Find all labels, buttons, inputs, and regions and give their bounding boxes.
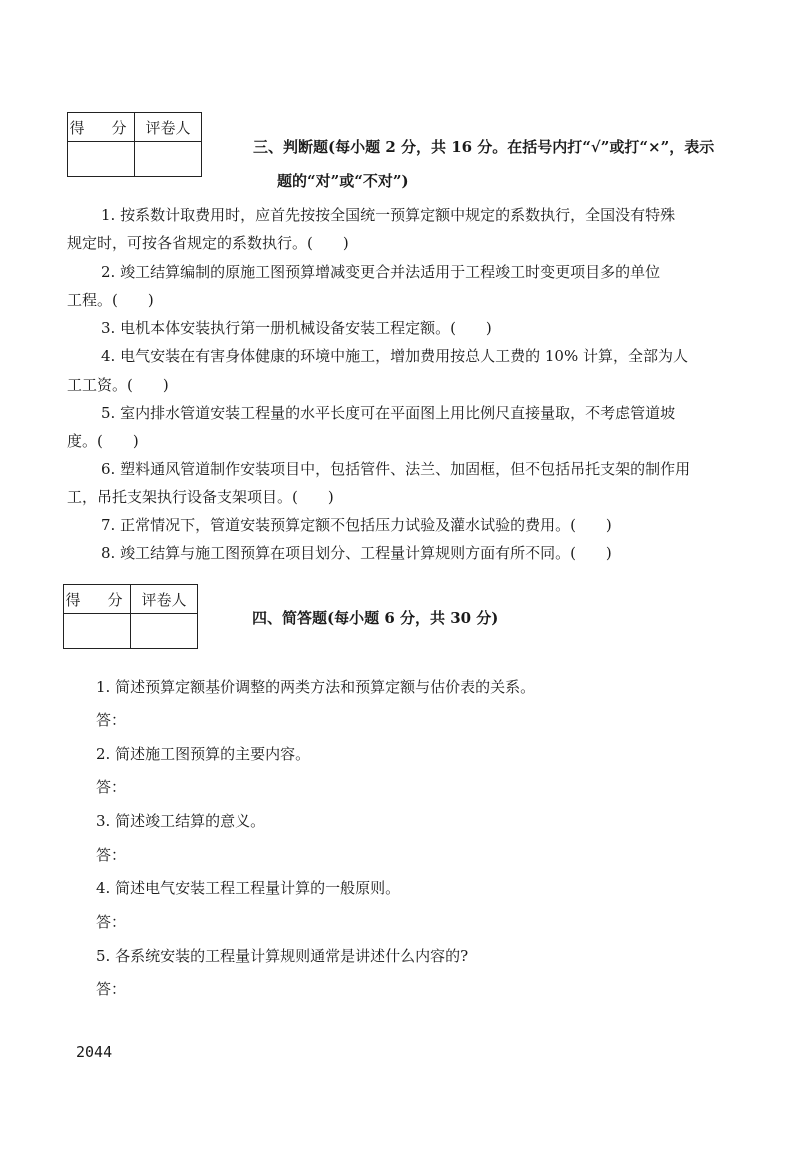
score-table-section3 — [67, 112, 202, 177]
score-cell[interactable] — [64, 614, 131, 649]
tf-item-1-line2: 规定时，可按各省规定的系数执行。( ) — [67, 234, 349, 252]
tf-item-5-line1: 5. 室内排水管道安装工程量的水平长度可在平面图上用比例尺直接量取，不考虑管道坡 — [101, 404, 676, 422]
tf-item-5-line2: 度。( ) — [67, 432, 139, 450]
short-question-1: 1. 简述预算定额基价调整的两类方法和预算定额与估价表的关系。 — [96, 678, 536, 696]
answer-label-4: 答： — [96, 913, 127, 931]
grader-label: 评卷人 — [131, 585, 198, 614]
grader-cell[interactable] — [135, 142, 202, 177]
section3-title-cont: 题的“对”或“不对”) — [277, 172, 409, 190]
score-table-section4 — [63, 584, 198, 649]
tf-item-6-line2: 工，吊托支架执行设备支架项目。( ) — [67, 488, 334, 506]
answer-label-2: 答： — [96, 778, 127, 796]
tf-item-8: 8. 竣工结算与施工图预算在项目划分、工程量计算规则方面有所不同。( ) — [101, 544, 612, 562]
answer-label-3: 答： — [96, 846, 127, 864]
short-question-4: 4. 简述电气安装工程工程量计算的一般原则。 — [96, 879, 401, 897]
tf-item-6-line1: 6. 塑料通风管道制作安装项目中，包括管件、法兰、加固框，但不包括吊托支架的制作用 — [101, 460, 691, 478]
score-cell[interactable] — [68, 142, 135, 177]
grader-label: 评卷人 — [135, 113, 202, 142]
score-label: 得 分 — [68, 113, 135, 142]
tf-item-4-line1: 4. 电气安装在有害身体健康的环境中施工，增加费用按总人工费的 10% 计算，全部为人 — [101, 347, 688, 365]
tf-item-2-line1: 2. 竣工结算编制的原施工图预算增减变更合并法适用于工程竣工时变更项目多的单位 — [101, 263, 661, 281]
section3-title: 三、判断题(每小题 2 分，共 16 分。在括号内打“√”或打“×”，表示 — [253, 138, 715, 156]
page-code: 2044 — [76, 1043, 113, 1061]
short-question-5: 5. 各系统安装的工程量计算规则通常是讲述什么内容的? — [96, 947, 469, 965]
grader-cell[interactable] — [131, 614, 198, 649]
answer-label-1: 答： — [96, 711, 127, 729]
tf-item-3: 3. 电机本体安装执行第一册机械设备安装工程定额。( ) — [101, 319, 492, 337]
tf-item-4-line2: 工工资。( ) — [67, 376, 169, 394]
short-question-2: 2. 简述施工图预算的主要内容。 — [96, 745, 311, 763]
tf-item-2-line2: 工程。( ) — [67, 291, 154, 309]
short-question-3: 3. 简述竣工结算的意义。 — [96, 812, 266, 830]
answer-label-5: 答： — [96, 980, 127, 998]
section4-title: 四、简答题(每小题 6 分，共 30 分) — [252, 609, 499, 627]
tf-item-7: 7. 正常情况下，管道安装预算定额不包括压力试验及灌水试验的费用。( ) — [101, 516, 612, 534]
score-label: 得 分 — [64, 585, 131, 614]
tf-item-1-line1: 1. 按系数计取费用时，应首先按按全国统一预算定额中规定的系数执行，全国没有特殊 — [101, 206, 676, 224]
